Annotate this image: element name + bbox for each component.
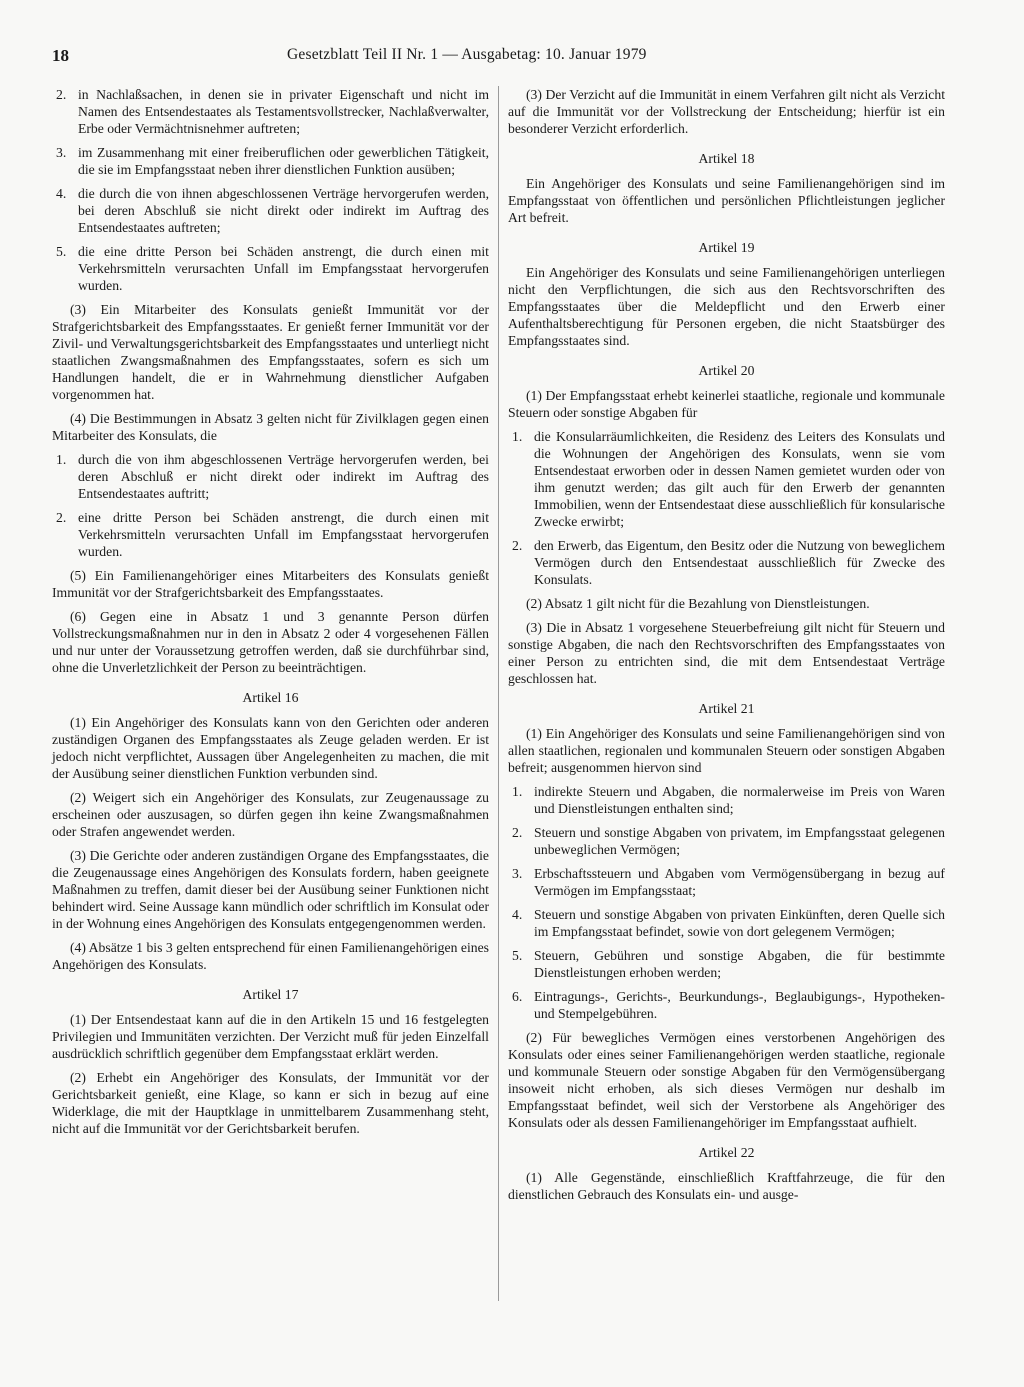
- list-item: 2. den Erwerb, das Eigentum, den Besitz oder die Nutzung von beweglichem Vermögen durch den Entsendestaat ausschließlich für Zwecke des Konsulats.: [512, 538, 945, 587]
- article-title: Artikel 21: [698, 701, 755, 716]
- article-title: Artikel 19: [698, 240, 755, 255]
- paragraph: (3) Die in Absatz 1 vorgesehene Steuerbefreiung gilt nicht für Steuern und sonstige Abgaben, die nach den Rechtsvorschriften des Empfangsstaates von einer Person zu entrichten sind, die mit dem Entsendestaat Verträge geschlossen hat.: [508, 620, 945, 686]
- article-title: Artikel 22: [698, 1145, 755, 1160]
- paragraph: (1) Alle Gegenstände, einschließlich Kraftfahrzeuge, die für den dienstlichen Gebrauch des Konsulats ein- und ausge-: [508, 1170, 945, 1202]
- page-number: 18: [52, 46, 69, 65]
- paragraph: (4) Absätze 1 bis 3 gelten entsprechend für einen Familienangehörigen eines Angehörigen des Konsulats.: [52, 940, 489, 972]
- column-divider: [498, 86, 499, 1301]
- list-item: 4. Steuern und sonstige Abgaben von privaten Einkünften, deren Quelle sich im Empfangsstaat befindet, sowie von dort gelegenem Vermögen;: [512, 907, 945, 939]
- paragraph: (1) Ein Angehöriger des Konsulats kann von den Gerichten oder anderen zuständigen Organen des Empfangsstaates als Zeuge geladen werden. Er ist jedoch nicht verpflichtet, Aussagen über Angelegenheiten zu machen, die mit der Ausübung seiner dienstlichen Funktion verbunden sind.: [52, 715, 489, 781]
- list-item: 1. indirekte Steuern und Abgaben, die normalerweise im Preis von Waren und Dienstleistungen enthalten sind;: [512, 784, 945, 816]
- article-title: Artikel 20: [698, 363, 755, 378]
- list-item: 2. Steuern und sonstige Abgaben von privatem, im Empfangsstaat gelegenen unbeweglichen Vermögen;: [512, 825, 945, 857]
- article-title: Artikel 18: [698, 151, 755, 166]
- list-item: 1. durch die von ihm abgeschlossenen Verträge hervorgerufen werden, bei deren Abschluß er nicht direkt oder indirekt im Auftrag des Entsendestaates auftritt;: [56, 452, 489, 501]
- list-item: 5. Steuern, Gebühren und sonstige Abgaben, die für bestimmte Dienstleistungen erhoben werden;: [512, 948, 945, 980]
- paragraph: (3) Ein Mitarbeiter des Konsulats genießt Immunität vor der Strafgerichtsbarkeit des Empfangsstaates. Er genießt ferner Immunität vor der Zivil- und Verwaltungsgerichtsbarkeit des Empfangsstaates und unterliegt nicht staatlichen Zwangsmaßnahmen des Empfangsstaates, sofern es sich um Handlungen handelt, die er in Wahrnehmung dienstlicher Aufgaben vorgenommen hat.: [52, 302, 489, 402]
- paragraph: (3) Die Gerichte oder anderen zuständigen Organe des Empfangsstaates, die die Zeugenaussage eines Angehörigen des Konsulats fordern, haben geeignete Maßnahmen zu treffen, damit dieser bei der Ausübung seiner Funktionen nicht behindert wird. Seine Aussage kann mündlich oder schriftlich im Konsulat oder in der Wohnung eines Angehörigen des Konsulats entgegengenommen werden.: [52, 848, 489, 931]
- paragraph: (2) Für bewegliches Vermögen eines verstorbenen Angehörigen des Konsulats oder eines seiner Familienangehörigen werden staatliche, regionale und kommunale Steuern oder sonstige Abgaben für den Vermögensübergang insoweit nicht erhoben, als sich dieses Vermögen nur deshalb im Empfangsstaat befindet, weil sich der Verstorbene als Angehöriger des Konsulats oder als dessen Familienangehöriger im Empfangsstaat aufhielt.: [508, 1030, 945, 1130]
- paragraph: (2) Absatz 1 gilt nicht für die Bezahlung von Dienstleistungen.: [526, 596, 870, 611]
- paragraph: (6) Gegen eine in Absatz 1 und 3 genannte Person dürfen Vollstreckungsmaßnahmen nur in den in Absatz 2 oder 4 vorgesehenen Fällen und nur unter der Voraussetzung getroffen werden, daß sie durchführbar sind, ohne die Unverletzlichkeit der Person zu beeinträchtigen.: [52, 609, 489, 675]
- list-item: 2. in Nachlaßsachen, in denen sie in privater Eigenschaft und nicht im Namen des Entsendestaates als Testamentsvollstrecker, Nachlaßverwalter, Erbe oder Vermächtnisnehmer auftreten;: [56, 87, 489, 136]
- list-item: 2. eine dritte Person bei Schäden anstrengt, die durch einen mit Verkehrsmitteln verursachten Unfall im Empfangsstaat hervorgerufen wurden.: [56, 510, 489, 559]
- list-item: 6. Eintragungs-, Gerichts-, Beurkundungs-, Beglaubigungs-, Hypotheken- und Stempelgebühren.: [512, 989, 945, 1021]
- list-item: 3. Erbschaftssteuern und Abgaben vom Vermögensübergang in bezug auf Vermögen im Empfangsstaat;: [512, 866, 945, 898]
- article-title: Artikel 17: [242, 987, 299, 1002]
- paragraph: (1) Ein Angehöriger des Konsulats und seine Familienangehörigen sind von allen staatlichen, regionalen und kommunalen Steuern oder sonstigen Abgaben befreit; ausgenommen hiervon sind: [508, 726, 945, 775]
- paragraph: (2) Erhebt ein Angehöriger des Konsulats, der Immunität vor der Gerichtsbarkeit genießt, eine Klage, so kann er sich in bezug auf eine Widerklage, die mit der Hauptklage in unmittelbarem Zusammenhang steht, nicht auf die Immunität vor der Gerichtsbarkeit berufen.: [52, 1070, 489, 1136]
- paragraph: (3) Der Verzicht auf die Immunität in einem Verfahren gilt nicht als Verzicht auf die Immunität vor der Vollstreckung der Entscheidung; hierfür ist ein besonderer Verzicht erforderlich.: [508, 87, 945, 136]
- paragraph: (2) Weigert sich ein Angehöriger des Konsulats, zur Zeugenaussage zu erscheinen oder auszusagen, so dürfen gegen ihn keine Zwangsmaßnahmen oder Strafen angewendet werden.: [52, 790, 489, 839]
- paragraph: (1) Der Empfangsstaat erhebt keinerlei staatliche, regionale und kommunale Steuern oder sonstige Abgaben für: [508, 388, 945, 420]
- list-item: 1. die Konsularräumlichkeiten, die Residenz des Leiters des Konsulats und die Wohnungen der Angehörigen des Konsulats, wenn sie vom Entsendestaat erworben oder in dessen Namen gemietet wurden oder von ihm genutzt werden; das gilt auch für den Erwerb der genannten Immobilien, wenn der Entsendestaat diese ausschließlich für konsularische Zwecke erwirbt;: [512, 429, 945, 529]
- running-head: Gesetzblatt Teil II Nr. 1 — Ausgabetag: 10. Januar 1979: [287, 46, 647, 63]
- paragraph: (5) Ein Familienangehöriger eines Mitarbeiters des Konsulats genießt Immunität vor der Strafgerichtsbarkeit des Empfangsstaates.: [52, 568, 489, 600]
- left-column: [52, 86, 489, 1144]
- list-item: 5. die eine dritte Person bei Schäden anstrengt, die durch einen mit Verkehrsmitteln verursachten Unfall im Empfangsstaat hervorgerufen wurden.: [56, 244, 489, 293]
- paragraph: Ein Angehöriger des Konsulats und seine Familienangehörigen unterliegen nicht den Verpflichtungen, die sich aus den Rechtsvorschriften des Empfangsstaates über die Meldepflicht und den Erwerb einer Aufenthaltsberechtigung für Personen ergeben, die nicht Staatsbürger des Empfangsstaates sind.: [508, 265, 945, 348]
- paragraph: (1) Der Entsendestaat kann auf die in den Artikeln 15 und 16 festgelegten Privilegien und Immunitäten verzichten. Der Verzicht muß für jeden Einzelfall ausdrücklich schriftlich gegenüber dem Empfangsstaat erklärt werden.: [52, 1012, 489, 1061]
- article-title: Artikel 16: [242, 690, 299, 705]
- paragraph: (4) Die Bestimmungen in Absatz 3 gelten nicht für Zivilklagen gegen einen Mitarbeiter des Konsulats, die: [52, 411, 489, 443]
- page-header: [52, 46, 972, 68]
- paragraph: Ein Angehöriger des Konsulats und seine Familienangehörigen sind im Empfangsstaat von öffentlichen und persönlichen Pflichtleistungen jeglicher Art befreit.: [508, 176, 945, 225]
- list-item: 4. die durch die von ihnen abgeschlossenen Verträge hervorgerufen werden, bei deren Abschluß sie nicht direkt oder indirekt im Auftrag des Entsendestaates auftreten;: [56, 186, 489, 235]
- right-column: [508, 86, 945, 1210]
- list-item: 3. im Zusammenhang mit einer freiberuflichen oder gewerblichen Tätigkeit, die sie im Empfangsstaat neben ihrer dienstlichen Funktion ausüben;: [56, 145, 489, 177]
